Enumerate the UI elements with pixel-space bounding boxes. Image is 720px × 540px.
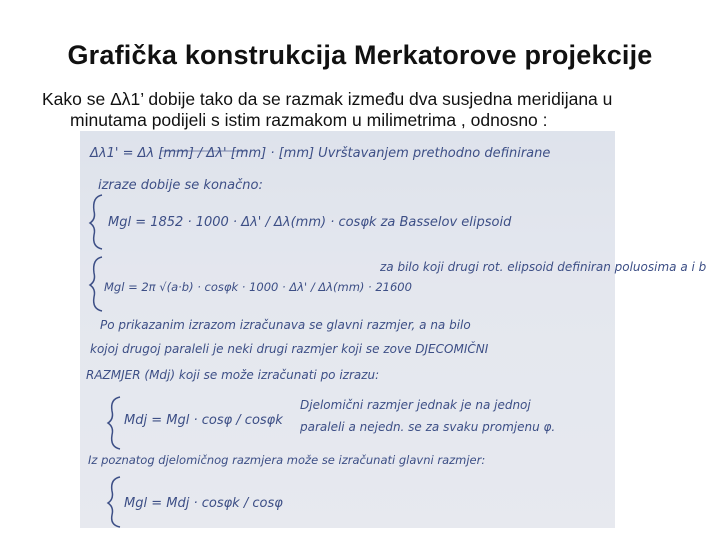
body-line-2: minutama podijeli s istim razmakom u milimetrima , odnosno :	[70, 110, 548, 130]
slide-title: Grafička konstrukcija Merkatorove projekcije	[67, 40, 653, 70]
handwritten-line: za bilo koji drugi rot. elipsoid definiran poluosima a i b	[380, 260, 707, 274]
handwritten-line: Djelomični razmjer jednak je na jednoj	[300, 398, 531, 412]
handwritten-line: Mgl = 1852 · 1000 · Δλ' / Δλ(mm) · cosφk za Basselov elipsoid	[108, 215, 512, 230]
handwritten-line: paraleli a nejedn. se za svaku promjenu φ.	[300, 420, 556, 434]
slide-body-text	[42, 89, 682, 131]
handwritten-line: RAZMJER (Mdj) koji se može izračunati po izrazu:	[86, 368, 380, 382]
handwritten-line: Po prikazanim izrazom izračunava se glavni razmjer, a na bilo	[100, 318, 471, 332]
handwritten-line: kojoj drugoj paraleli je neki drugi razmjer koji se zove DJECOMIČNI	[90, 342, 489, 356]
body-line-1: Kako se Δλ1’ dobije tako da se razmak između dva susjedna meridijana u	[42, 89, 613, 109]
handwritten-line: izraze dobije se konačno:	[98, 178, 263, 193]
handwritten-line: Mgl = 2π √(a·b) · cosφk · 1000 · Δλ' / Δλ(mm) · 21600	[104, 280, 412, 294]
handwritten-line: Iz poznatog djelomičnog razmjera može se izračunati glavni razmjer:	[88, 453, 486, 467]
handwritten-notes-photo	[80, 131, 707, 528]
handwritten-line: Δλ1' = Δλ [mm] / Δλ' [mm] · [mm] Uvrštavanjem prethodno definirane	[90, 146, 551, 161]
handwritten-line: Mgl = Mdj · cosφk / cosφ	[124, 496, 283, 511]
handwritten-line: Mdj = Mgl · cosφ / cosφk	[124, 413, 283, 428]
